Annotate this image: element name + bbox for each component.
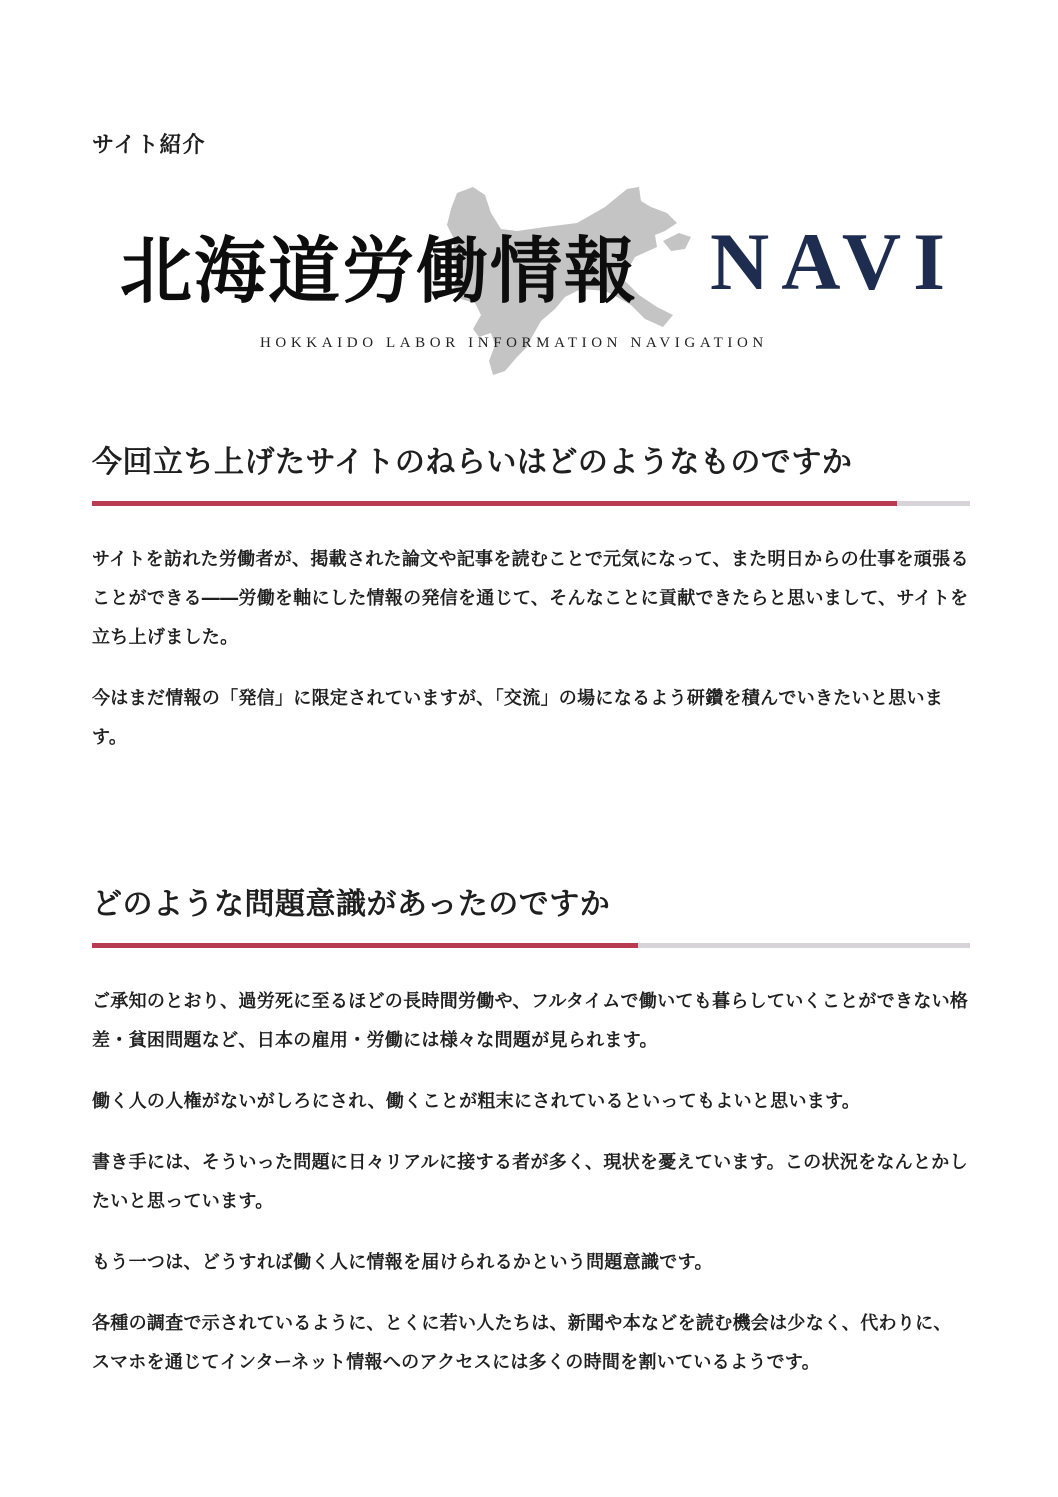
heading-underline (92, 501, 970, 506)
heading-underline (92, 943, 970, 948)
intro-title: サイト紹介 (92, 133, 206, 158)
paragraph: 今はまだ情報の「発信」に限定されていますが、「交流」の場になるよう研鑽を積んでいきたいと思います。 (92, 688, 944, 748)
section-issue (92, 879, 970, 1382)
section-aim (92, 437, 970, 757)
section-heading: どのような問題意識があったのですか (92, 887, 611, 922)
paragraph: 書き手には、そういった問題に日々リアルに接する者が多く、現状を憂えています。この状況をなんとかしたいと思っています。 (92, 1152, 968, 1212)
paragraph: 働く人の人権がないがしろにされ、働くことが粗末にされているといってもよいと思います。 (92, 1091, 861, 1112)
logo-title-en: NAVI (710, 216, 957, 307)
paragraph: サイトを訪れた労働者が、掲載された論文や記事を読むことで元気になって、また明日からの仕事を頑張ることができる――労働を軸にした情報の発信を通じて、そんなことに貢献できたらと思いまして、サイトを立ち上げました。 (92, 549, 969, 648)
paragraph: もう一つは、どうすれば働く人に情報を届けられるかという問題意識です。 (92, 1252, 713, 1273)
section-heading: 今回立ち上げたサイトのねらいはどのようなものですか (92, 445, 853, 480)
site-logo (110, 185, 957, 380)
paragraph: 各種の調査で示されているように、とくに若い人たちは、新聞や本などを読む機会は少なく、代わりに、スマホを通じてインターネット情報へのアクセスには多くの時間を割いているようです。 (92, 1313, 952, 1373)
logo-title-jp: 北海道労働情報 (120, 228, 639, 313)
paragraph: ご承知のとおり、過労死に至るほどの長時間労働や、フルタイムで働いても暮らしていくことができない格差・貧困問題など、日本の雇用・労働には様々な問題が見られます。 (92, 991, 969, 1051)
logo-subtitle: HOKKAIDO LABOR INFORMATION NAVIGATION (260, 335, 768, 351)
heading-underline-accent (92, 501, 897, 506)
heading-underline-accent (92, 943, 638, 948)
